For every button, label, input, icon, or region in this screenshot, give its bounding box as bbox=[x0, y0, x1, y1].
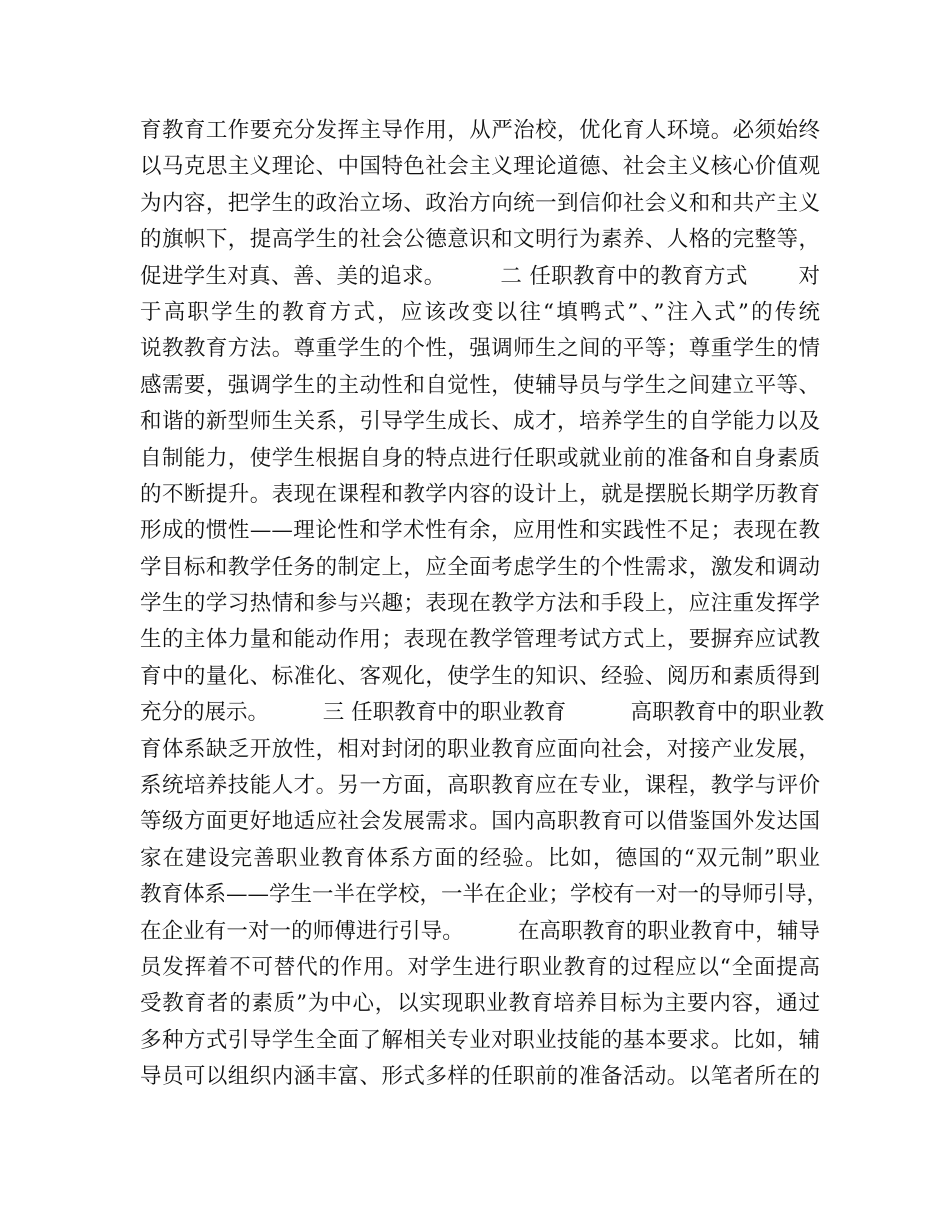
text-line: 等级方面更好地适应社会发展需求。国内高职教育可以借鉴国外发达国 bbox=[140, 809, 820, 835]
text-line: 形成的惯性——理论性和学术性有余，应用性和实践性不足；表现在教 bbox=[140, 518, 820, 544]
text-line: 多种方式引导学生全面了解相关专业对职业技能的基本要求。比如，辅 bbox=[140, 1027, 820, 1053]
text-line: 为内容，把学生的政治立场、政治方向统一到信仰社会义和和共产主义 bbox=[140, 190, 820, 216]
text-line: 的旗帜下，提高学生的社会公德意识和文明行为素养、人格的完整等， bbox=[140, 227, 820, 253]
text-line: 教育体系——学生一半在学校，一半在企业；学校有一对一的导师引导， bbox=[140, 882, 829, 908]
text-line: 家在建设完善职业教育体系方面的经验。比如，德国的“双元制”职业 bbox=[140, 845, 820, 871]
text-line: 育中的量化、标准化、客观化，使学生的知识、经验、阅历和素质得到 bbox=[140, 663, 820, 689]
text-line: 充分的展示。 三 任职教育中的职业教育 高职教育中的职业教 bbox=[140, 700, 825, 726]
text-line: 于高职学生的教育方式，应该改变以往“填鸭式”、”注入式”的传统 bbox=[140, 299, 820, 325]
text-line: 学生的学习热情和参与兴趣；表现在教学方法和手段上，应注重发挥学 bbox=[140, 591, 820, 617]
text-line: 和谐的新型师生关系，引导学生成长、成才，培养学生的自学能力以及 bbox=[140, 409, 820, 435]
text-line: 的不断提升。表现在课程和教学内容的设计上，就是摆脱长期学历教育 bbox=[140, 481, 820, 507]
text-line: 受教育者的素质”为中心，以实现职业教育培养目标为主要内容，通过 bbox=[140, 991, 820, 1017]
body-text bbox=[140, 113, 829, 1096]
text-line: 育教育工作要充分发挥主导作用，从严治校，优化育人环境。必须始终 bbox=[140, 118, 820, 143]
text-line: 育体系缺乏开放性，相对封闭的职业教育应面向社会，对接产业发展， bbox=[140, 736, 820, 762]
text-line: 导员可以组织内涵丰富、形式多样的任职前的准备活动。以笔者所在的 bbox=[140, 1064, 820, 1090]
text-line: 说教教育方法。尊重学生的个性，强调师生之间的平等；尊重学生的情 bbox=[140, 336, 820, 362]
text-line: 在企业有一对一的师傅进行引导。 在高职教育的职业教育中，辅导 bbox=[140, 918, 820, 944]
text-line: 员发挥着不可替代的作用。对学生进行职业教育的过程应以“全面提高 bbox=[140, 954, 820, 980]
text-line: 以马克思主义理论、中国特色社会主义理论道德、社会主义核心价值观 bbox=[140, 154, 820, 180]
text-line: 促进学生对真、善、美的追求。 二 任职教育中的教育方式 对 bbox=[140, 263, 820, 289]
text-line: 系统培养技能人才。另一方面，高职教育应在专业，课程，教学与评价 bbox=[140, 773, 820, 799]
text-line: 自制能力，使学生根据自身的特点进行任职或就业前的准备和自身素质 bbox=[140, 445, 820, 471]
text-line: 感需要，强调学生的主动性和自觉性，使辅导员与学生之间建立平等、 bbox=[140, 372, 820, 398]
text-line: 学目标和教学任务的制定上，应全面考虑学生的个性需求，激发和调动 bbox=[140, 554, 820, 580]
text-line: 生的主体力量和能动作用；表现在教学管理考试方式上，要摒弃应试教 bbox=[140, 627, 820, 653]
